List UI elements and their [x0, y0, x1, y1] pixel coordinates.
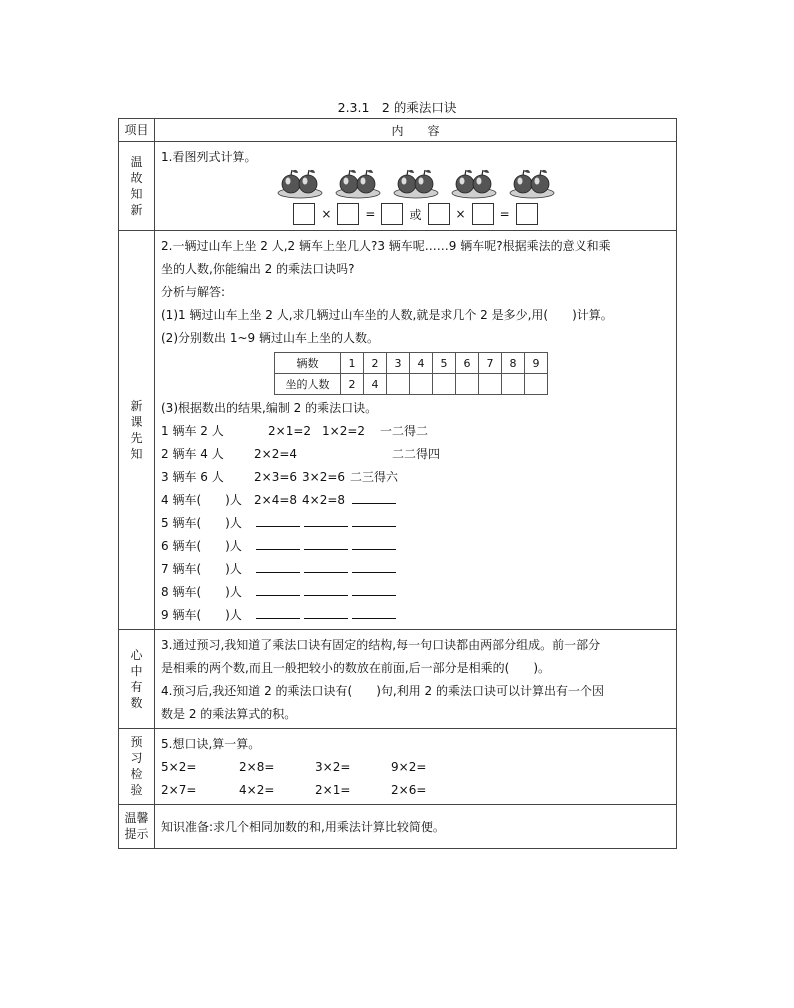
- section-understanding: [119, 630, 677, 729]
- rhyme-cars: 4 辆车( )人: [161, 493, 242, 507]
- question-2-line1: 2.一辆过山车上坐 2 人,2 辆车上坐几人?3 辆车呢……9 辆车呢?根据乘法的意义和乘: [161, 239, 611, 253]
- count-cell[interactable]: [502, 374, 525, 395]
- answer-blank[interactable]: [352, 535, 396, 550]
- section-check: [119, 729, 677, 805]
- count-cell[interactable]: [387, 374, 410, 395]
- rhyme-eq-2: [302, 535, 350, 558]
- count-table-row-cars: [275, 353, 548, 374]
- rhyme-eq-2: [302, 581, 350, 604]
- rhyme-chant: [350, 489, 430, 512]
- page-title: 2.3.1 2 的乘法口诀: [337, 100, 457, 115]
- count-cell: 6: [456, 353, 479, 374]
- count-table-row-people: [275, 374, 548, 395]
- part-2: (2)分别数出 1~9 辆过山车上坐的人数。: [161, 331, 379, 345]
- count-table-header: 辆数: [275, 353, 341, 374]
- tip-text: 知识准备:求几个相同加数的和,用乘法计算比较简便。: [161, 820, 445, 834]
- rhyme-rows: [161, 420, 670, 627]
- section-preview: [119, 231, 677, 630]
- equals-sign: =: [365, 207, 376, 221]
- count-cell[interactable]: [433, 374, 456, 395]
- rhyme-cars: 2 辆车 4 人: [161, 447, 224, 461]
- rhyme-chant: 二三得六: [350, 470, 399, 484]
- rhyme-eq-1: 2×4=8: [254, 493, 298, 507]
- section-label: 新课先知: [130, 398, 143, 461]
- count-cell: 3: [387, 353, 410, 374]
- rhyme-eq-2: 4×2=8: [302, 493, 346, 507]
- rhyme-cars: 5 辆车( )人: [161, 516, 242, 530]
- equation-row: [161, 203, 670, 225]
- question-4-line2: 数是 2 的乘法算式的积。: [161, 707, 297, 721]
- count-table-header: 坐的人数: [275, 374, 341, 395]
- rhyme-chant: 二二得四: [392, 447, 441, 461]
- or-word: 或: [409, 207, 422, 222]
- rhyme-eq-1: [254, 558, 302, 581]
- rhyme-eq-2: [302, 558, 350, 581]
- part-3: (3)根据数出的结果,编制 2 的乘法口诀。: [161, 401, 378, 415]
- question-2-line2: 坐的人数,你能编出 2 的乘法口诀吗?: [161, 262, 355, 276]
- answer-box[interactable]: [516, 203, 538, 225]
- count-cell[interactable]: [479, 374, 502, 395]
- calc-item: 9×2=: [391, 760, 427, 774]
- rhyme-eq-1: [254, 604, 302, 627]
- rhyme-chant: [350, 581, 430, 604]
- rhyme-cars: 8 辆车( )人: [161, 585, 242, 599]
- question-3-line1: 3.通过预习,我知道了乘法口诀有固定的结构,每一句口诀都由两部分组成。前一部分: [161, 638, 601, 652]
- answer-blank[interactable]: [256, 558, 300, 573]
- rhyme-eq-1: 2×1=2: [268, 424, 312, 438]
- count-cell[interactable]: [456, 374, 479, 395]
- rhyme-cars: 9 辆车( )人: [161, 608, 242, 622]
- answer-blank[interactable]: [256, 512, 300, 527]
- count-cell: 1: [341, 353, 364, 374]
- rhyme-row: [161, 512, 670, 535]
- answer-blank[interactable]: [304, 558, 348, 573]
- apple-plate-icon: [451, 167, 497, 199]
- rhyme-eq-1: 2×2=4: [254, 447, 298, 461]
- rhyme-row: [161, 489, 670, 512]
- answer-blank[interactable]: [352, 604, 396, 619]
- count-cell: 7: [479, 353, 502, 374]
- answer-box[interactable]: [293, 203, 315, 225]
- section-review: [119, 142, 677, 231]
- section-label: 温馨提示: [124, 811, 149, 841]
- calc-row-1: [161, 756, 670, 779]
- question-1: 1.看图列式计算。: [161, 150, 257, 164]
- answer-blank[interactable]: [256, 581, 300, 596]
- answer-blank[interactable]: [256, 535, 300, 550]
- section-label: 温故知新: [130, 154, 143, 217]
- rhyme-eq-2: 3×2=6: [302, 470, 346, 484]
- count-cell: 4: [364, 374, 387, 395]
- apple-plate-icon: [393, 167, 439, 199]
- answer-blank[interactable]: [352, 558, 396, 573]
- calc-row-2: [161, 779, 670, 802]
- answer-blank[interactable]: [352, 512, 396, 527]
- calc-item: 2×7=: [161, 783, 197, 797]
- count-cell: 8: [502, 353, 525, 374]
- answer-blank[interactable]: [352, 489, 396, 504]
- rhyme-row: [161, 466, 670, 489]
- apple-plate-icon: [335, 167, 381, 199]
- times-sign: ×: [455, 207, 466, 221]
- count-cell: 5: [433, 353, 456, 374]
- rhyme-cars: 6 辆车( )人: [161, 539, 242, 553]
- apple-groups: [161, 167, 670, 199]
- calc-item: 2×8=: [239, 760, 275, 774]
- rhyme-eq-1: [254, 581, 302, 604]
- worksheet-table: [118, 118, 677, 849]
- section-tip: [119, 805, 677, 849]
- count-cell: 4: [410, 353, 433, 374]
- answer-blank[interactable]: [304, 512, 348, 527]
- part-1: (1)1 辆过山车上坐 2 人,求几辆过山车坐的人数,就是求几个 2 是多少,用( )计算。: [161, 308, 613, 322]
- answer-blank[interactable]: [256, 604, 300, 619]
- rhyme-eq-1: 2×3=6: [254, 470, 298, 484]
- rhyme-eq-2: [302, 604, 350, 627]
- rhyme-row: [161, 558, 670, 581]
- rhyme-row: [161, 443, 670, 466]
- header-item: 项目: [119, 119, 155, 142]
- rhyme-chant: 一二得二: [380, 424, 429, 438]
- answer-box[interactable]: [472, 203, 494, 225]
- apple-plate-icon: [277, 167, 323, 199]
- question-3-line2: 是相乘的两个数,而且一般把较小的数放在前面,后一部分是相乘的( )。: [161, 661, 550, 675]
- rhyme-chant: [350, 604, 430, 627]
- calc-item: 2×1=: [315, 783, 351, 797]
- answer-box[interactable]: [337, 203, 359, 225]
- rhyme-cars: 3 辆车 6 人: [161, 470, 224, 484]
- count-cell: 9: [525, 353, 548, 374]
- count-cell: 2: [341, 374, 364, 395]
- answer-blank[interactable]: [352, 581, 396, 596]
- count-cell[interactable]: [525, 374, 548, 395]
- answer-box[interactable]: [381, 203, 403, 225]
- times-sign: ×: [321, 207, 332, 221]
- count-cell: 2: [364, 353, 387, 374]
- rhyme-cars: 1 辆车 2 人: [161, 424, 224, 438]
- answer-blank[interactable]: [304, 604, 348, 619]
- rhyme-chant: [350, 512, 430, 535]
- apple-plate-icon: [509, 167, 555, 199]
- rhyme-row: [161, 604, 670, 627]
- rhyme-chant: [350, 558, 430, 581]
- calc-item: 2×6=: [391, 783, 427, 797]
- rhyme-eq-1: [254, 535, 302, 558]
- rhyme-row: [161, 535, 670, 558]
- header-content: 内 容: [155, 119, 677, 142]
- calc-item: 5×2=: [161, 760, 197, 774]
- analysis-label: 分析与解答:: [161, 285, 226, 299]
- section-label: 预习检验: [130, 735, 143, 797]
- rhyme-row: [161, 581, 670, 604]
- rhyme-row: [161, 420, 670, 443]
- answer-box[interactable]: [428, 203, 450, 225]
- rhyme-eq-1: [254, 512, 302, 535]
- header-row: [119, 119, 677, 142]
- rhyme-chant: [350, 535, 430, 558]
- answer-blank[interactable]: [304, 581, 348, 596]
- calc-item: 4×2=: [239, 783, 275, 797]
- rhyme-eq-2: [302, 512, 350, 535]
- rhyme-eq-2: 1×2=2: [322, 424, 366, 438]
- equals-sign: =: [499, 207, 510, 221]
- question-5: 5.想口诀,算一算。: [161, 737, 261, 751]
- count-table: [274, 352, 548, 395]
- answer-blank[interactable]: [304, 535, 348, 550]
- calc-item: 3×2=: [315, 760, 351, 774]
- count-cell[interactable]: [410, 374, 433, 395]
- section-label: 心中有数: [130, 647, 143, 710]
- question-4-line1: 4.预习后,我还知道 2 的乘法口诀有( )句,利用 2 的乘法口诀可以计算出有一个因: [161, 684, 604, 698]
- rhyme-cars: 7 辆车( )人: [161, 562, 242, 576]
